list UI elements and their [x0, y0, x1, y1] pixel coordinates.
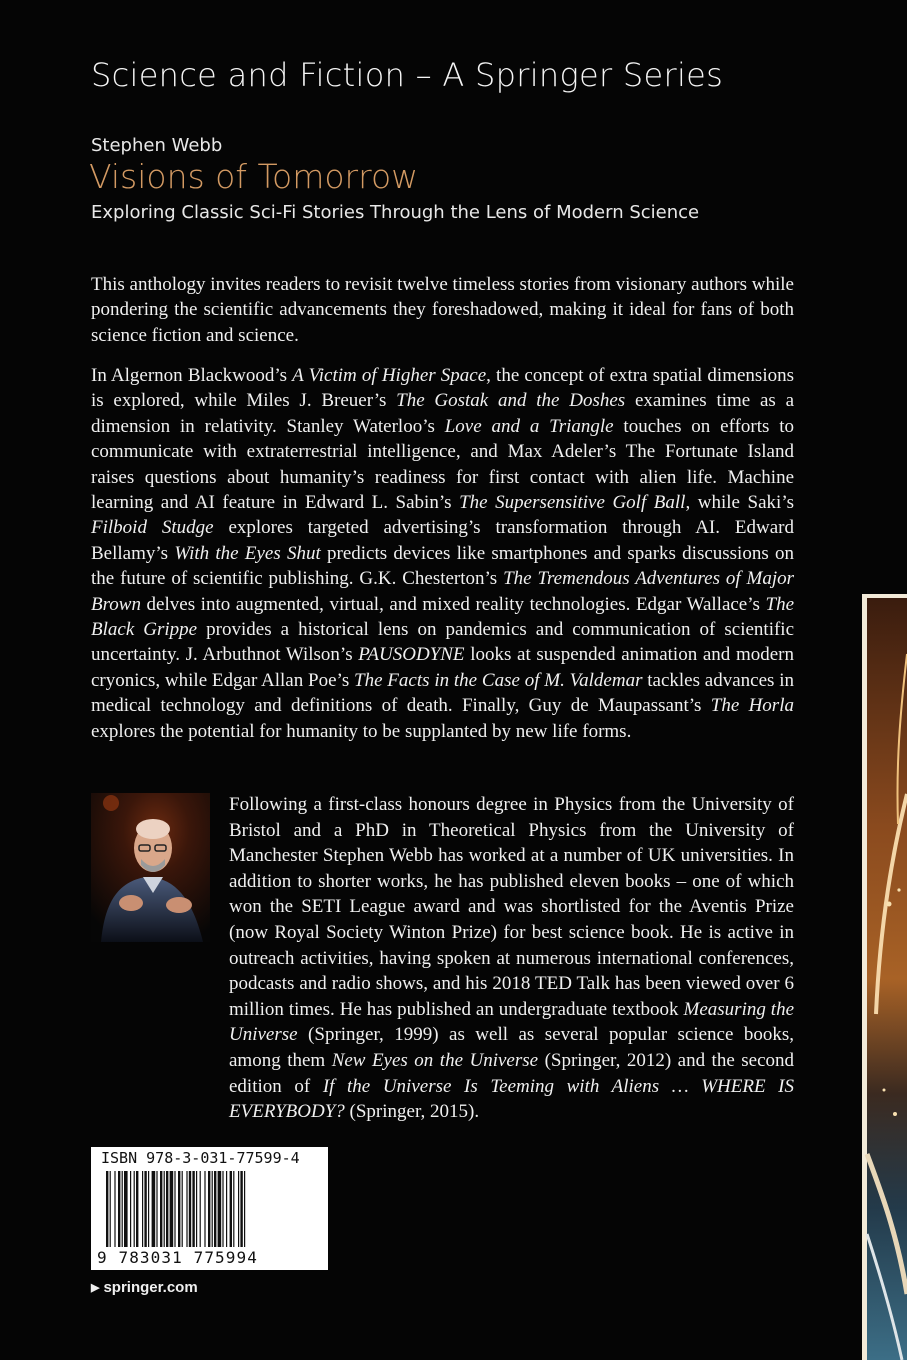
- italic-title-run: The Tremendous Adventures of Major Brown: [91, 568, 794, 615]
- author-portrait-photo-icon: [91, 793, 210, 942]
- barcode-digits: 9 783031 775994: [97, 1248, 258, 1267]
- italic-title-run: The Black Grippe: [91, 593, 794, 641]
- barcode-bar: [178, 1171, 180, 1247]
- text-run: predicts devices like smartphones and sparks discussions on the future of scientific publishing. G.K. Chesterton’s: [91, 542, 794, 590]
- italic-title-run: The Facts in the Case of M. Valdemar: [354, 669, 643, 691]
- barcode-bar: [182, 1171, 183, 1247]
- text-run: explores targeted advertising’s transformation through AI. Edward Bellamy’s: [91, 517, 794, 564]
- italic-title-run: A Victim of Higher Space: [292, 365, 487, 386]
- barcode-bar: [174, 1171, 175, 1247]
- text-run: , while Saki’s: [685, 492, 794, 514]
- barcode-bars: [106, 1171, 313, 1247]
- text-run: (Springer, 2012) and the second edition of: [229, 1049, 795, 1097]
- italic-title-run: PAUSODYNE: [358, 644, 465, 666]
- barcode-bar: [134, 1171, 135, 1247]
- barcode-bar: [186, 1171, 187, 1247]
- text-run: (Springer, 2015).: [344, 1101, 480, 1123]
- text-run: looks at suspended animation and modern cryonics, while Edgar Allan Poe’s: [91, 644, 794, 691]
- text-run: tackles advances in medical technology and definitions of death. Finally, Guy de Maupassant’s: [91, 669, 795, 717]
- barcode-bar: [124, 1171, 128, 1247]
- barcode-bar: [136, 1171, 138, 1247]
- text-run: Following a first-class honours degree in Physics from the University of Bristol and a PhD in Theoretical Physics from the University of Manchester Stephen Webb has worked at a number of UK universities. In addition to shorter works, he has published eleven books – one of which won the SETI League award and was shortlisted for the Aventis Prize (now Royal Society Winton Prize) for best science book. He is active in outreach activities, having spoken at numerous international conferences, podcasts and radio shows, and his 2018 TED Talk has been viewed over 6 million times. He has published an undergraduate textbook: [229, 794, 794, 1020]
- barcode-bar: [110, 1171, 111, 1247]
- text-run: examines time as a dimension in relativity. Stanley Waterloo’s: [91, 390, 795, 437]
- text-run: (Springer, 1999) as well as several popular science books, among them: [229, 1024, 794, 1071]
- barcode-bar: [114, 1171, 115, 1247]
- barcode-bar: [152, 1171, 156, 1247]
- text-run: explores the potential for humanity to be supplanted by new life forms.: [91, 720, 632, 742]
- right-triangle-arrow-icon: ▶: [91, 1282, 100, 1294]
- publisher-website-label: springer.com: [103, 1279, 198, 1296]
- barcode-bar: [166, 1171, 168, 1247]
- text-run: , the concept of extra spatial dimensions is explored, while Miles J. Breuer’s: [91, 365, 794, 412]
- barcode-bar: [164, 1171, 165, 1247]
- barcode-bar: [170, 1171, 174, 1247]
- barcode-bar: [204, 1171, 205, 1247]
- italic-title-run: The Horla: [710, 695, 794, 717]
- series-title: Science and Fiction – A Springer Series: [91, 56, 724, 94]
- barcode-bar: [160, 1171, 162, 1247]
- barcode-bar: [214, 1171, 216, 1247]
- barcode-bar: [233, 1171, 234, 1247]
- barcode-bar: [118, 1171, 120, 1247]
- isbn-barcode: [91, 1147, 328, 1270]
- isbn-label: ISBN 978-3-031-77599-4: [101, 1149, 300, 1167]
- barcode-bar: [130, 1171, 131, 1247]
- barcode-bar: [230, 1171, 232, 1247]
- barcode-bar: [218, 1171, 222, 1247]
- barcode-bar: [148, 1171, 149, 1247]
- italic-title-run: Measuring the Universe: [229, 998, 795, 1046]
- text-run: In Algernon Blackwood’s: [91, 365, 293, 386]
- barcode-bar: [244, 1171, 245, 1247]
- barcode-bar: [144, 1171, 146, 1247]
- italic-title-run: The Supersensitive Golf Ball: [459, 492, 686, 514]
- barcode-bar: [106, 1171, 108, 1247]
- front-cover-artwork-edge: [862, 594, 907, 1360]
- text-run: delves into augmented, virtual, and mixed reality technologies. Edgar Wallace’s: [140, 593, 766, 615]
- text-run: provides a historical lens on pandemics and communication of scientific uncertainty. J. Arbuthnot Wilson’s: [91, 619, 795, 666]
- barcode-bar: [226, 1171, 227, 1247]
- book-title: Visions of Tomorrow: [89, 157, 419, 196]
- italic-title-run: With the Eyes Shut: [174, 542, 321, 564]
- italic-title-run: Love and a Triangle: [444, 415, 614, 437]
- italic-title-run: If the Universe Is Teeming with Aliens … WHERE IS EVERYBODY?: [229, 1075, 795, 1123]
- book-subtitle: Exploring Classic Sci-Fi Stories Through the Lens of Modern Science: [91, 202, 700, 223]
- barcode-bar: [240, 1171, 242, 1247]
- author-name: Stephen Webb: [91, 135, 223, 156]
- stories-paragraph: [91, 363, 794, 744]
- barcode-bar: [142, 1171, 143, 1247]
- text-run: touches on efforts to communicate with extraterrestrial intelligence, and Max Adeler’s The Fortunate Island raises questions about humanity’s readiness for first contact with alien life. Machine learning and AI feature in Edward L. Sabin’s: [91, 415, 795, 514]
- italic-title-run: Filboid Studge: [91, 517, 214, 539]
- intro-paragraph: This anthology invites readers to revisit twelve timeless stories from visionary authors while pondering the scientific advancements they foreshadowed, making it ideal for fans of both science fiction and science.: [91, 274, 794, 346]
- barcode-bar: [212, 1171, 213, 1247]
- barcode-bar: [192, 1171, 194, 1247]
- barcode-bar: [200, 1171, 201, 1247]
- barcode-bar: [238, 1171, 239, 1247]
- author-photo: [91, 793, 210, 942]
- author-bio-paragraph: [229, 792, 794, 1125]
- barcode-bar: [196, 1171, 197, 1247]
- barcode-bar: [189, 1171, 191, 1247]
- barcode-bar: [156, 1171, 157, 1247]
- italic-title-run: The Gostak and the Doshes: [396, 390, 626, 412]
- barcode-bar: [208, 1171, 210, 1247]
- italic-title-run: New Eyes on the Universe: [331, 1049, 539, 1071]
- barcode-bar: [122, 1171, 123, 1247]
- barcode-bar: [222, 1171, 223, 1247]
- publisher-website[interactable]: [91, 1279, 198, 1296]
